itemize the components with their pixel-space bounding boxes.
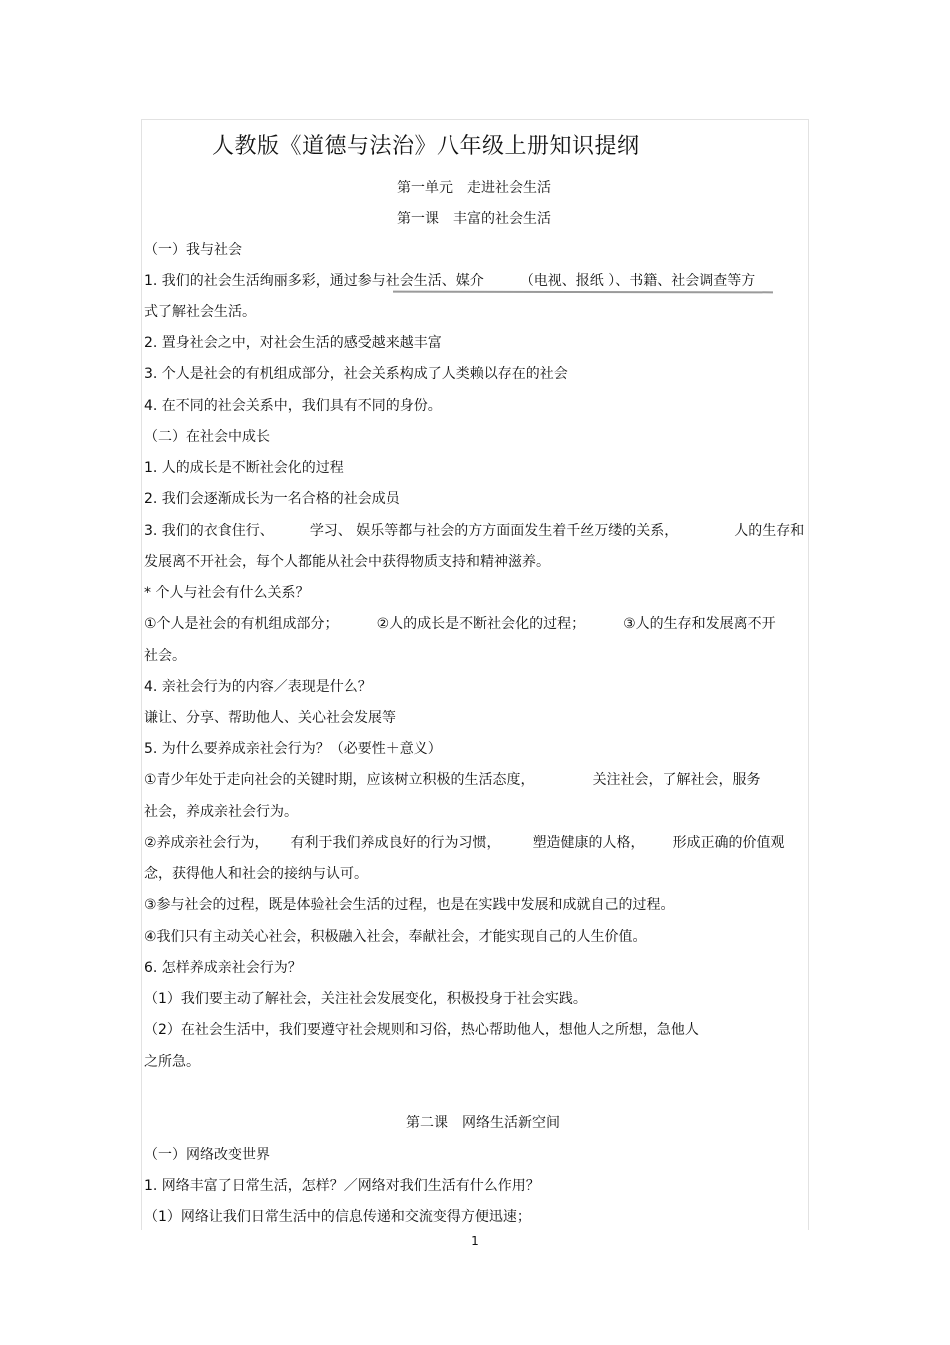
paragraph-line: 式了解社会生活。 (144, 304, 256, 320)
section-heading-grow-in-society: （二）在社会中成长 (144, 429, 270, 445)
paragraph-line: ④我们只有主动关心社会，积极融入社会，奉献社会，才能实现自己的人生价值。 (144, 929, 647, 945)
question-line: 1. 网络丰富了日常生活，怎样？／网络对我们生活有什么作用？ (144, 1178, 540, 1194)
question-line: 5. 为什么要养成亲社会行为？（必要性＋意义） (144, 741, 442, 757)
text-segment: 1. 我们的社会生活绚丽多彩，通过参与社会生活、媒介 (144, 273, 484, 289)
text-segment: （电视、报纸 ）、书籍、社会调查等方 (519, 273, 756, 289)
paragraph-line: （1）网络让我们日常生活中的信息传递和交流变得方便迅速； (144, 1209, 531, 1225)
paragraph-line: 发展离不开社会，每个人都能从社会中获得物质支持和精神滋养。 (144, 554, 550, 570)
text-segment: 塑造健康的人格， (532, 835, 645, 851)
question-line: 6. 怎样养成亲社会行为？ (144, 960, 302, 976)
paragraph-line: （2）在社会生活中，我们要遵守社会规则和习俗，热心帮助他人，想他人之所想，急他人 (144, 1022, 699, 1038)
text-segment: 学习、 娱乐等都与社会的方方面面发生着千丝万缕的关系， (309, 523, 679, 539)
text-segment: 关注社会，了解社会，服务 (592, 772, 761, 788)
paragraph-line: 3. 个人是社会的有机组成部分，社会关系构成了人类赖以存在的社会 (144, 366, 568, 382)
lesson-2-heading: 第二课 网络生活新空间 (406, 1115, 560, 1131)
question-line: 4. 亲社会行为的内容／表现是什么？ (144, 679, 372, 695)
lesson-1-heading: 第一课 丰富的社会生活 (397, 211, 551, 227)
text-segment: 有利于我们养成良好的行为习惯， (290, 835, 501, 851)
section-heading-network-changes-world: （一）网络改变世界 (144, 1147, 270, 1163)
section-heading-me-and-society: （一）我与社会 (144, 242, 242, 258)
paragraph-line: 社会，养成亲社会行为。 (144, 804, 298, 820)
text-segment: ③人的生存和发展离不开 (623, 616, 776, 632)
document-title: 人教版《道德与法治》八年级上册知识提纲 (212, 134, 640, 159)
text-segment: ②人的成长是不断社会化的过程； (376, 616, 586, 632)
paragraph-line (144, 271, 755, 291)
paragraph-line: 2. 我们会逐渐成长为一名合格的社会成员 (144, 491, 400, 507)
text-segment: ①个人是社会的有机组成部分； (144, 616, 339, 632)
paragraph-line: 社会。 (144, 648, 186, 664)
paragraph-line: 念，获得他人和社会的接纳与认可。 (144, 866, 368, 882)
paragraph-line: 2. 置身社会之中，对社会生活的感受越来越丰富 (144, 335, 442, 351)
text-segment: ②养成亲社会行为， (144, 835, 269, 851)
paragraph-line: ③参与社会的过程，既是体验社会生活的过程，也是在实践中发展和成就自己的过程。 (144, 897, 675, 913)
paragraph-line: 4. 在不同的社会关系中，我们具有不同的身份。 (144, 398, 442, 414)
paragraph-line: 之所急。 (144, 1054, 200, 1070)
text-segment: 3. 我们的衣食住行、 (144, 523, 274, 539)
text-segment: ①青少年处于走向社会的关键时期，应该树立积极的生活态度， (144, 772, 535, 788)
unit-heading: 第一单元 走进社会生活 (397, 180, 551, 196)
paragraph-line: 1. 人的成长是不断社会化的过程 (144, 460, 344, 476)
paragraph-line (144, 521, 804, 541)
page-number: 1 (471, 1234, 479, 1248)
paragraph-line (144, 833, 785, 853)
question-line: * 个人与社会有什么关系？ (144, 585, 310, 601)
paragraph-line (144, 614, 776, 634)
text-segment: 形成正确的价值观 (672, 835, 785, 851)
paragraph-line: （1）我们要主动了解社会，关注社会发展变化，积极投身于社会实践。 (144, 991, 587, 1007)
text-segment: 人的生存和 (734, 523, 805, 539)
paragraph-line (144, 770, 761, 790)
paragraph-line: 谦让、分享、帮助他人、关心社会发展等 (144, 710, 396, 726)
